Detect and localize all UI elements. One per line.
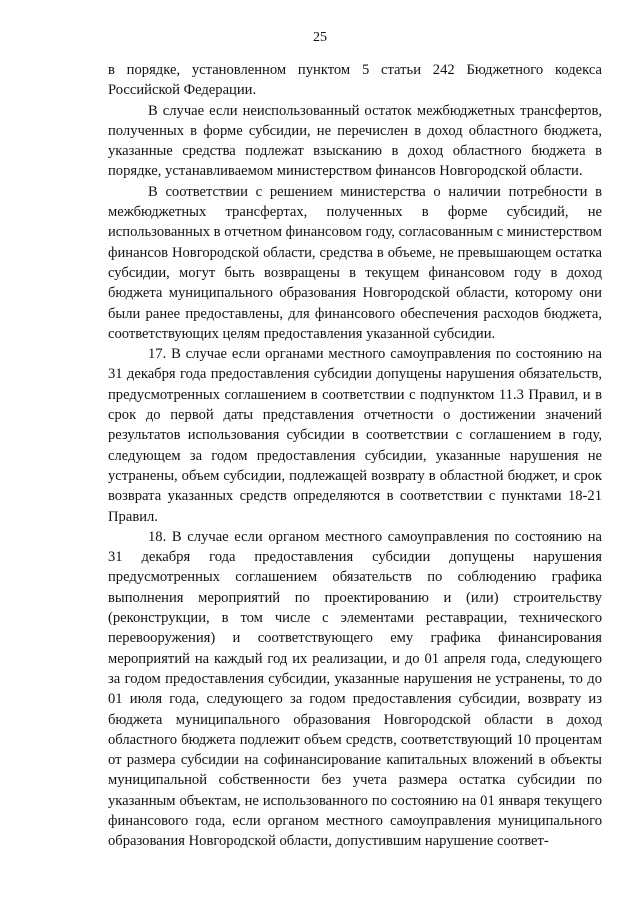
paragraph-continuation: в порядке, установленном пунктом 5 статьи 242 Бюджетного кодекса Российской Федерации. xyxy=(108,62,602,99)
paragraph-item-18: 18. В случае если органом местного самоуправления по состоянию на 31 декабря года предоставления субсидии допущены нарушения предусмотренных соглашением обязательств по соблюдению графика выполнения мероприятий по проектированию и (или) строительству (реконструкции, в том числе с элементами реставрации, технического перевооружения) и соответствующего ему графика финансирования мероприятий на каждый год их реализации, и до 01 апреля года, следующего за годом предоставления субсидии, указанные нарушения не устранены, то до 01 июля года, следующего за годом предоставления субсидии, возврату из бюджета муниципального образования Новгородской области в доход областного бюджета подлежит объем средств, соответствующий 10 процентам от размера субсидии на софинансирование капитальных вложений в объекты муниципальной собственности без учета размера остатка субсидии по указанным объектам, не использованного по состоянию на 01 января текущего финансового года, если органом местного самоуправления муниципального образования Новгородской области, допустившим нарушение соответ- xyxy=(108,528,602,850)
paragraph-unused-balance: В случае если неиспользованный остаток межбюджетных трансфертов, полученных в форме субсидии, не перечислен в доход областного бюджета, указанные средства подлежат взысканию в доход областного бюджета в порядке, устанавливаемом министерством финансов Новгородской области. xyxy=(108,102,602,180)
page-number: 25 xyxy=(313,30,327,45)
paragraph-item-17: 17. В случае если органами местного самоуправления по состоянию на 31 декабря года предоставления субсидии допущены нарушения обязательств, предусмотренных соглашением в соответствии с подпунктом 11.3 Правил, и в срок до первой даты представления отчетности о достижении значений результатов использования субсидии в соответствии с соглашением в году, следующем за годом предоставления субсидии, указанные нарушения не устранены, объем субсидии, подлежащей возврату в областной бюджет, и срок возврата указанных средств определяются в соответствии с пунктами 18-21 Правил. xyxy=(108,346,602,525)
document-body xyxy=(108,60,602,852)
paragraph-ministry-decision: В соответствии с решением министерства о наличии потребности в межбюджетных трансфертах, полученных в форме субсидий, не использованных в отчетном финансовом году, согласованным с министерством финансов Новгородской области, средства в объеме, не превышающем остатка субсидии, могут быть возвращены в текущем финансовом году в доход бюджета муниципального образования Новгородской области, которому они были ранее предоставлены, для финансового обеспечения расходов бюджета, соответствующих целям предоставления указанной субсидии. xyxy=(108,183,602,342)
